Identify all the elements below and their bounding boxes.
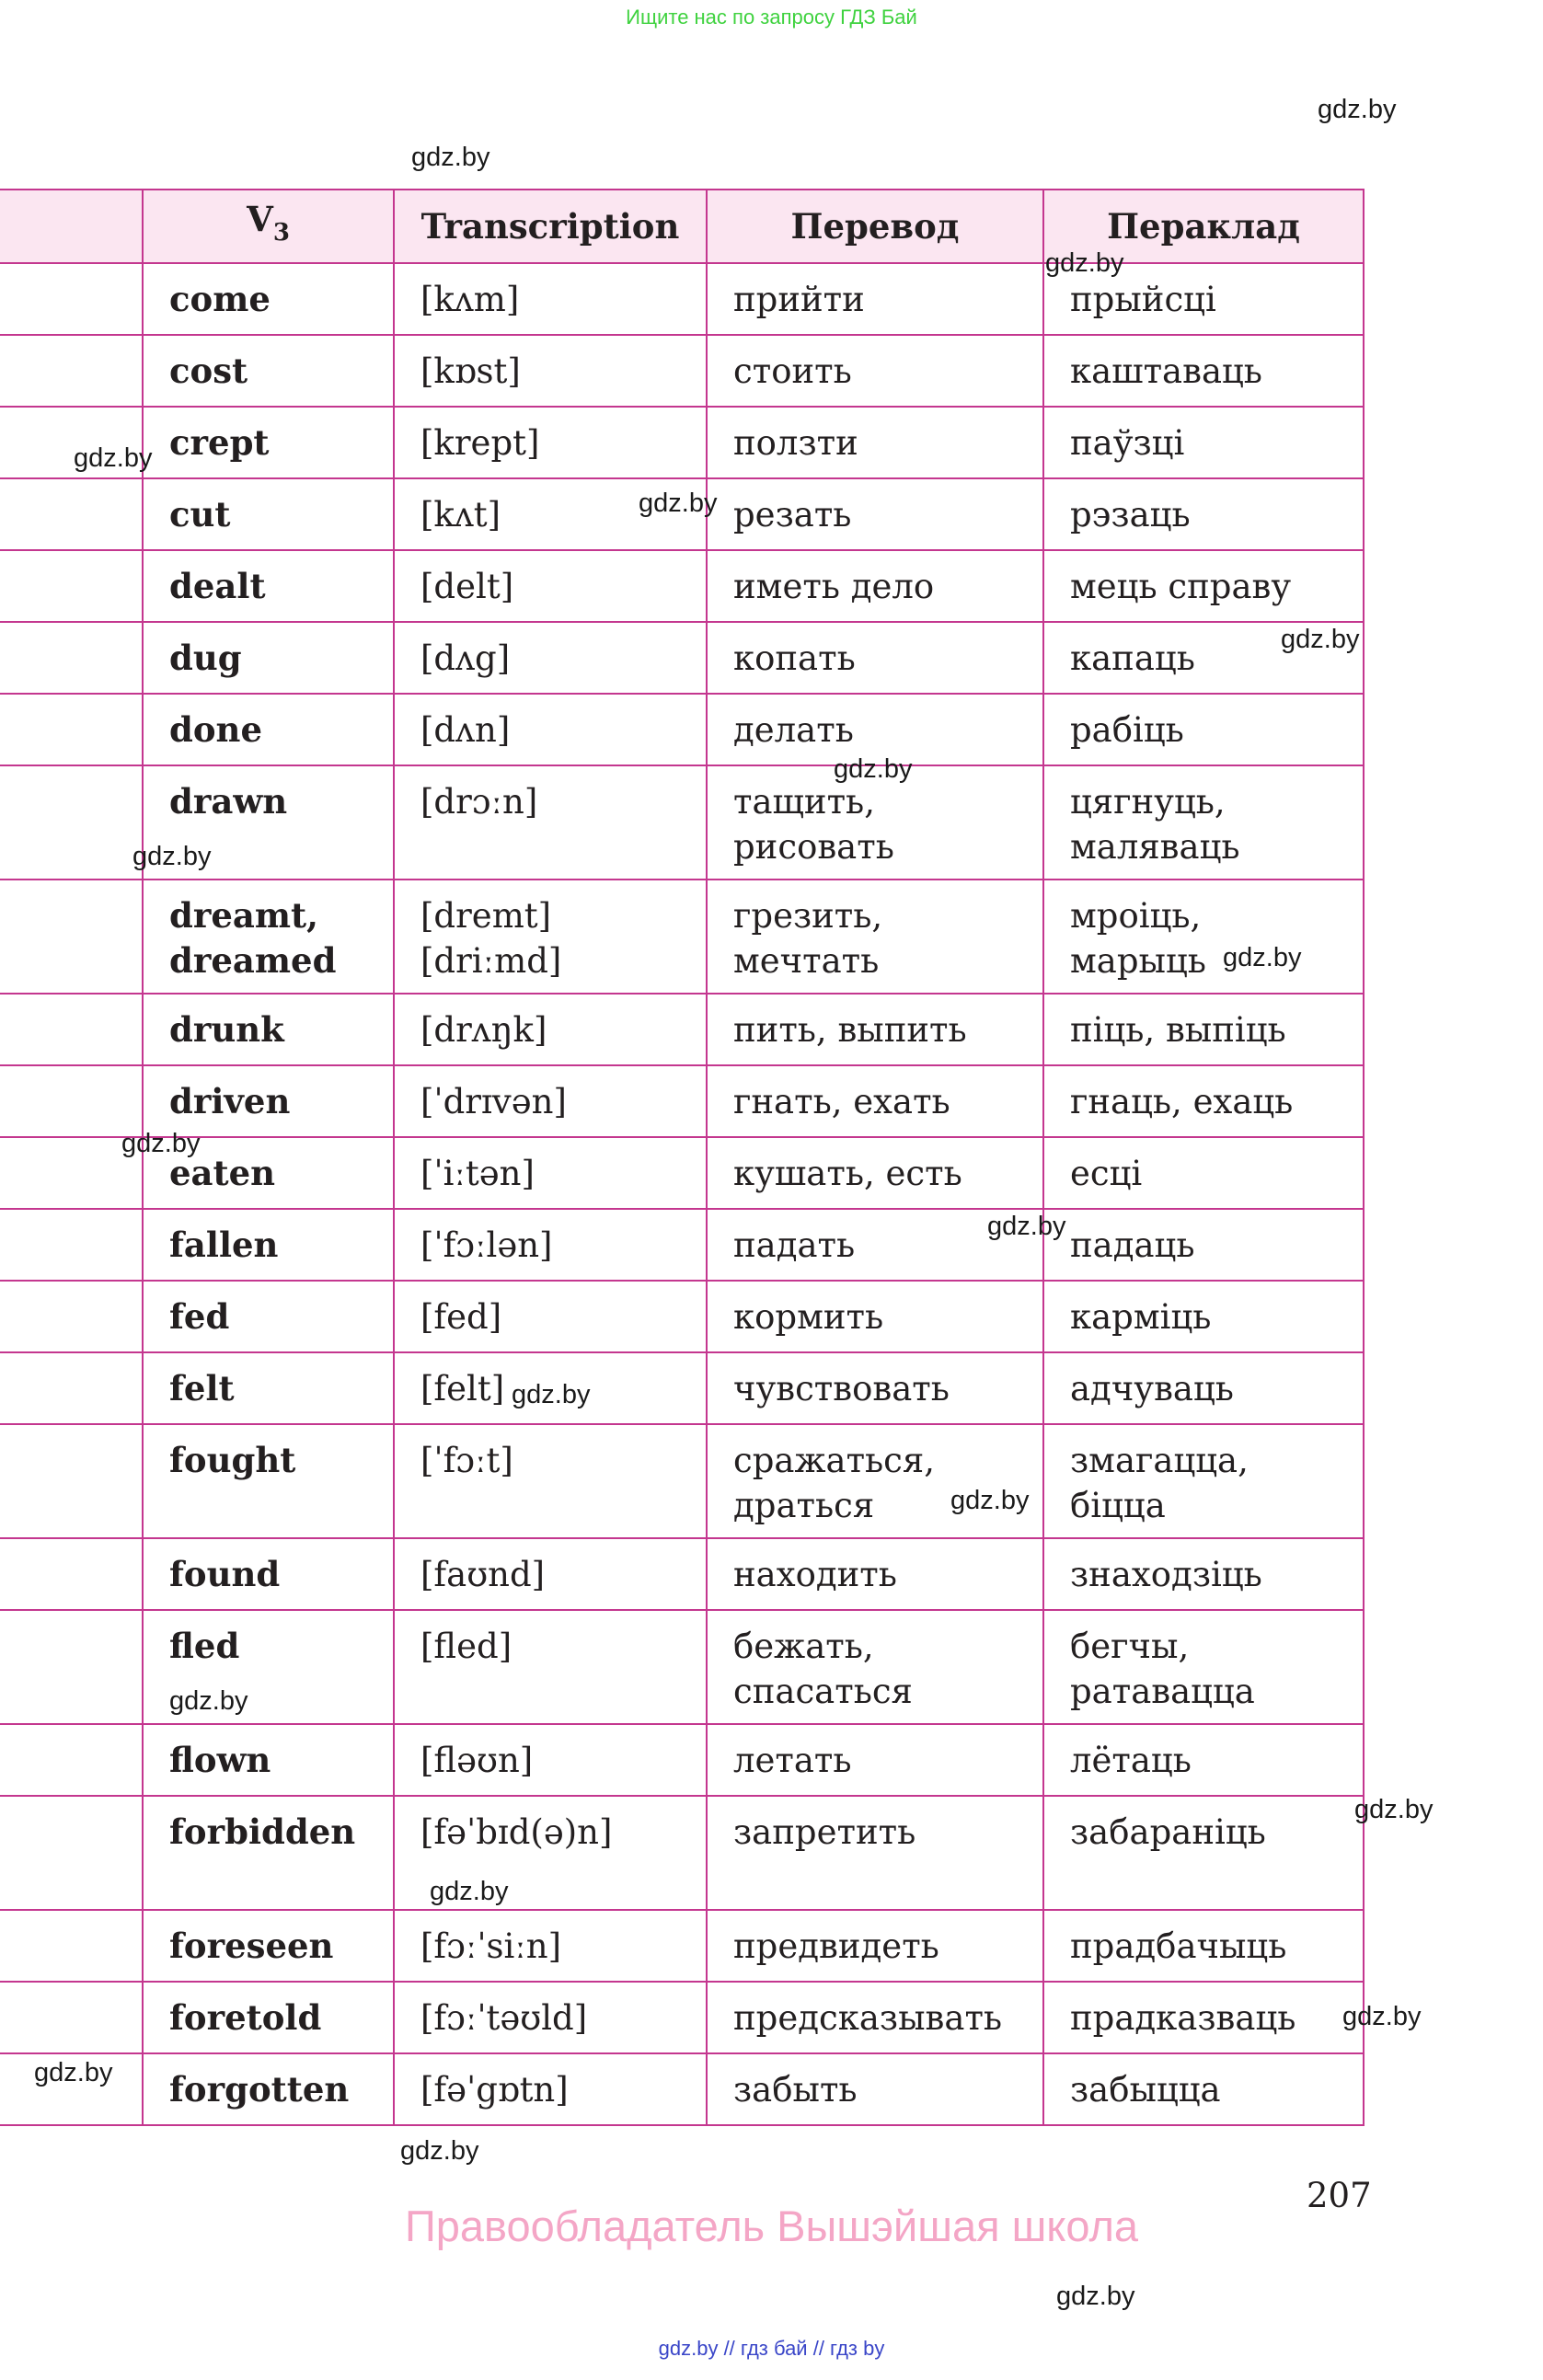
table-row <box>0 880 1364 994</box>
cell-peraklad: каштаваць <box>1043 335 1364 407</box>
table-row <box>0 1724 1364 1796</box>
cell-blank <box>0 335 143 407</box>
cell-blank <box>0 1982 143 2053</box>
cell-perevod: прийти <box>707 263 1043 335</box>
table-row <box>0 1982 1364 2053</box>
cell-perevod: предвидеть <box>707 1910 1043 1982</box>
table-row <box>0 1424 1364 1538</box>
cell-blank <box>0 994 143 1065</box>
table-row <box>0 1137 1364 1209</box>
cell-perevod: пить, выпить <box>707 994 1043 1065</box>
table-row <box>0 1281 1364 1352</box>
cell-v3: cost <box>143 335 394 407</box>
cell-blank <box>0 880 143 994</box>
cell-transcription: [faʊnd] <box>394 1538 707 1610</box>
cell-transcription: [fəˈgɒtn] <box>394 2053 707 2125</box>
cell-transcription: [fed] <box>394 1281 707 1352</box>
cell-transcription: [fɔːˈsiːn] <box>394 1910 707 1982</box>
cell-perevod: находить <box>707 1538 1043 1610</box>
cell-peraklad: бегчы, ратавацца <box>1043 1610 1364 1724</box>
cell-peraklad: прыйсці <box>1043 263 1364 335</box>
header-v3-label: V <box>247 199 273 239</box>
cell-blank <box>0 1424 143 1538</box>
cell-v3: dug <box>143 622 394 694</box>
watermark[interactable]: gdz.by <box>834 754 913 784</box>
watermark[interactable]: gdz.by <box>1045 248 1124 278</box>
cell-peraklad: лётаць <box>1043 1724 1364 1796</box>
cell-peraklad: забараніць <box>1043 1796 1364 1910</box>
table-row <box>0 335 1364 407</box>
cell-peraklad: рэзаць <box>1043 478 1364 550</box>
cell-v3: fought <box>143 1424 394 1538</box>
watermark[interactable]: gdz.by <box>1342 2002 1422 2031</box>
cell-v3: flown <box>143 1724 394 1796</box>
cell-peraklad: прадказваць <box>1043 1982 1364 2053</box>
cell-perevod: делать <box>707 694 1043 765</box>
header-v3-subscript: 3 <box>272 219 290 247</box>
table-row <box>0 1352 1364 1424</box>
cell-peraklad: есці <box>1043 1137 1364 1209</box>
cell-perevod: сражаться, драться <box>707 1424 1043 1538</box>
watermark[interactable]: gdz.by <box>411 143 490 172</box>
watermark[interactable]: gdz.by <box>1223 943 1302 972</box>
cell-blank <box>0 1610 143 1724</box>
cell-transcription: [kʌm] <box>394 263 707 335</box>
cell-v3: crept <box>143 407 394 478</box>
table-row <box>0 994 1364 1065</box>
cell-transcription: [dʌg] <box>394 622 707 694</box>
cell-peraklad: капаць <box>1043 622 1364 694</box>
cell-transcription: [delt] <box>394 550 707 622</box>
cell-peraklad: змагацца, біцца <box>1043 1424 1364 1538</box>
table-row <box>0 1209 1364 1281</box>
page-number: 207 <box>1307 2176 1372 2215</box>
cell-v3: foretold <box>143 1982 394 2053</box>
table-row <box>0 1910 1364 1982</box>
cell-v3: found <box>143 1538 394 1610</box>
cell-perevod: ползти <box>707 407 1043 478</box>
cell-perevod: тащить, рисовать <box>707 765 1043 880</box>
cell-blank <box>0 1538 143 1610</box>
watermark[interactable]: gdz.by <box>34 2058 113 2087</box>
cell-transcription: [krept] <box>394 407 707 478</box>
cell-perevod: кормить <box>707 1281 1043 1352</box>
cell-perevod: летать <box>707 1724 1043 1796</box>
cell-v3: fled <box>143 1610 394 1724</box>
cell-transcription: [ˈiːtən] <box>394 1137 707 1209</box>
cell-peraklad: карміць <box>1043 1281 1364 1352</box>
cell-transcription: [felt] <box>394 1352 707 1424</box>
header-cell-blank <box>0 190 143 263</box>
table-row <box>0 1065 1364 1137</box>
cell-v3: felt <box>143 1352 394 1424</box>
cell-v3: cut <box>143 478 394 550</box>
cell-peraklad: мець справу <box>1043 550 1364 622</box>
watermark[interactable]: gdz.by <box>400 2136 479 2166</box>
cell-perevod: забыть <box>707 2053 1043 2125</box>
watermark[interactable]: gdz.by <box>512 1380 591 1409</box>
cell-v3: drunk <box>143 994 394 1065</box>
table-header-row <box>0 190 1364 263</box>
cell-v3: foreseen <box>143 1910 394 1982</box>
table-row <box>0 622 1364 694</box>
cell-v3: forgotten <box>143 2053 394 2125</box>
cell-perevod: иметь дело <box>707 550 1043 622</box>
cell-transcription: [dʌn] <box>394 694 707 765</box>
cell-v3: fed <box>143 1281 394 1352</box>
top-banner[interactable]: Ищите нас по запросу ГДЗ Бай <box>626 6 917 29</box>
footer-links[interactable]: gdz.by // гдз бай // гдз by <box>658 2337 885 2360</box>
table-row <box>0 1538 1364 1610</box>
cell-perevod: бежать, спасаться <box>707 1610 1043 1724</box>
cell-blank <box>0 1281 143 1352</box>
table-row <box>0 1796 1364 1910</box>
cell-perevod: гнать, ехать <box>707 1065 1043 1137</box>
cell-blank <box>0 1910 143 1982</box>
cell-v3: done <box>143 694 394 765</box>
cell-transcription: [fɔːˈtəʊld] <box>394 1982 707 2053</box>
cell-peraklad: мроіць, марыць <box>1043 880 1364 994</box>
header-peraklad: Пераклад <box>1043 190 1364 263</box>
cell-v3: fallen <box>143 1209 394 1281</box>
cell-transcription: [kɒst] <box>394 335 707 407</box>
cell-perevod: предсказывать <box>707 1982 1043 2053</box>
cell-perevod: чувствовать <box>707 1352 1043 1424</box>
cell-blank <box>0 1796 143 1910</box>
cell-blank <box>0 765 143 880</box>
cell-v3: drawn <box>143 765 394 880</box>
cell-transcription: [kʌt] <box>394 478 707 550</box>
cell-blank <box>0 622 143 694</box>
cell-perevod: кушать, есть <box>707 1137 1043 1209</box>
cell-v3: dealt <box>143 550 394 622</box>
watermark[interactable]: gdz.by <box>74 443 153 473</box>
header-perevod: Перевод <box>707 190 1043 263</box>
cell-blank <box>0 1724 143 1796</box>
table-row <box>0 263 1364 335</box>
cell-transcription: [ˈfɔːt] <box>394 1424 707 1538</box>
table-row <box>0 407 1364 478</box>
cell-blank <box>0 1352 143 1424</box>
watermark[interactable]: gdz.by <box>121 1129 201 1158</box>
cell-peraklad: адчуваць <box>1043 1352 1364 1424</box>
cell-peraklad: цягнуць, маляваць <box>1043 765 1364 880</box>
cell-transcription: [fled] <box>394 1610 707 1724</box>
watermark[interactable]: gdz.by <box>987 1212 1066 1241</box>
cell-perevod: стоить <box>707 335 1043 407</box>
table-row <box>0 550 1364 622</box>
cell-v3: eaten <box>143 1137 394 1209</box>
cell-transcription: [dremt] [driːmd] <box>394 880 707 994</box>
cell-v3: come <box>143 263 394 335</box>
cell-v3: forbidden <box>143 1796 394 1910</box>
cell-blank <box>0 694 143 765</box>
cell-blank <box>0 1065 143 1137</box>
cell-blank <box>0 263 143 335</box>
watermark[interactable]: gdz.by <box>1318 95 1397 124</box>
cell-perevod: падать <box>707 1209 1043 1281</box>
cell-transcription: [fləʊn] <box>394 1724 707 1796</box>
cell-perevod: копать <box>707 622 1043 694</box>
cell-peraklad: рабіць <box>1043 694 1364 765</box>
cell-perevod: запретить <box>707 1796 1043 1910</box>
cell-transcription: [drɔːn] <box>394 765 707 880</box>
header-transcription: Transcription <box>394 190 707 263</box>
cell-blank <box>0 550 143 622</box>
cell-transcription: [ˈfɔːlən] <box>394 1209 707 1281</box>
cell-peraklad: паўзці <box>1043 407 1364 478</box>
cell-peraklad: забыцца <box>1043 2053 1364 2125</box>
cell-transcription: [drʌŋk] <box>394 994 707 1065</box>
cell-peraklad: піць, выпіць <box>1043 994 1364 1065</box>
cell-v3: dreamt, dreamed <box>143 880 394 994</box>
cell-perevod: резать <box>707 478 1043 550</box>
copyright-notice: Правообладатель Вышэйшая школа <box>404 2202 1139 2250</box>
watermark[interactable]: gdz.by <box>1056 2282 1135 2311</box>
cell-peraklad: прадбачыць <box>1043 1910 1364 1982</box>
watermark[interactable]: gdz.by <box>132 842 212 871</box>
cell-peraklad: гнаць, ехаць <box>1043 1065 1364 1137</box>
cell-v3: driven <box>143 1065 394 1137</box>
cell-peraklad: знаходзіць <box>1043 1538 1364 1610</box>
table-row <box>0 694 1364 765</box>
watermark[interactable]: gdz.by <box>1281 625 1360 654</box>
watermark[interactable]: gdz.by <box>639 489 718 518</box>
table-row <box>0 2053 1364 2125</box>
watermark[interactable]: gdz.by <box>1354 1795 1434 1824</box>
watermark[interactable]: gdz.by <box>430 1877 509 1906</box>
cell-transcription: [ˈdrɪvən] <box>394 1065 707 1137</box>
cell-blank <box>0 478 143 550</box>
watermark[interactable]: gdz.by <box>950 1486 1030 1515</box>
header-v3 <box>143 190 394 263</box>
cell-perevod: грезить, мечтать <box>707 880 1043 994</box>
cell-peraklad: падаць <box>1043 1209 1364 1281</box>
cell-blank <box>0 1209 143 1281</box>
watermark[interactable]: gdz.by <box>169 1686 248 1716</box>
cell-transcription: [fəˈbɪd(ə)n] <box>394 1796 707 1910</box>
vocabulary-table <box>0 189 1365 2126</box>
